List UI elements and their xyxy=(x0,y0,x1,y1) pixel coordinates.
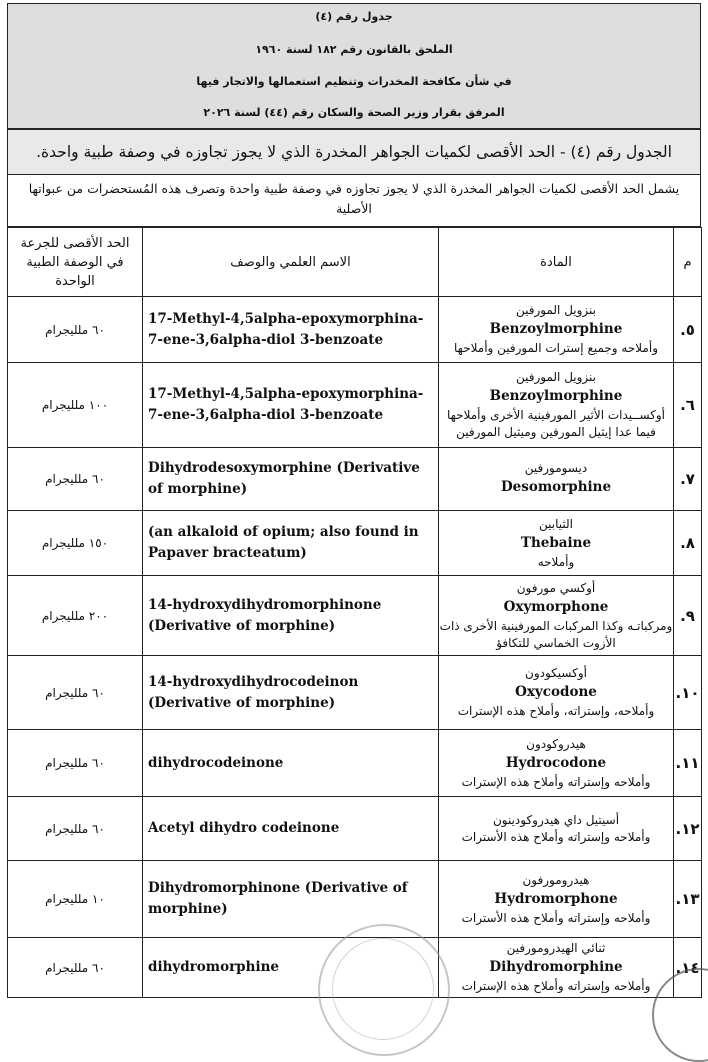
substance-arabic-name: هيدرومورفون xyxy=(522,872,590,887)
substance-arabic-name: ديسومورفين xyxy=(524,461,588,475)
substance-arabic-name: ثنائي الهيدرومورفين xyxy=(506,941,606,955)
table-body xyxy=(8,297,702,998)
max-dose-cell: ١٠ ملليجرام xyxy=(8,861,143,938)
header-line-3: في شأن مكافحة المخدرات وتنظيم استعمالها والاتجار فيها xyxy=(196,75,512,88)
substance-note: وأملاحه وجميع إسترات المورفين وأملاحها xyxy=(454,341,658,355)
column-header-max: الحد الأقصى للجرعة في الوصفة الطبية الواحدة xyxy=(8,228,143,297)
intro-text: يشمل الحد الأقصى لكميات الجواهر المخدرة الذي لا يجوز تجاوزه في وصفة طبية واحدة وتصرف هذه المُستحضرات من عبواتها الأصلية xyxy=(7,175,701,227)
substance-note: ومركباتـه وكذا المركبات المورفينية الأخرى ذات الأزوت الخماسي للتكافؤ xyxy=(439,618,673,650)
substance-cell xyxy=(439,938,674,998)
row-number: ٦. xyxy=(674,363,702,448)
max-dose-cell: ٦٠ ملليجرام xyxy=(8,448,143,511)
table-row xyxy=(8,511,702,576)
scientific-name-cell: Dihydrodesoxymorphine (Derivative of morphine) xyxy=(143,448,439,511)
substance-english-name: Oxymorphone xyxy=(503,598,609,615)
substance-english-name: Benzoylmorphine xyxy=(489,388,623,404)
scientific-name-cell: Dihydromorphinone (Derivative of morphine) xyxy=(143,861,439,938)
max-dose-cell: ٢٠٠ ملليجرام xyxy=(8,576,143,656)
substance-english-name: Hydromorphone xyxy=(494,890,618,907)
header-box xyxy=(7,3,701,129)
max-dose-cell: ٦٠ ملليجرام xyxy=(8,656,143,730)
max-dose-cell: ٦٠ ملليجرام xyxy=(8,797,143,861)
substance-english-name: Desomorphine xyxy=(500,479,612,495)
table-title: الجدول رقم (٤) - الحد الأقصى لكميات الجواهر المخدرة الذي لا يجوز تجاوزه في وصفة طبية واحدة. xyxy=(36,143,672,161)
substance-english-name: Oxycodone xyxy=(515,684,597,700)
scientific-name-cell: Acetyl dihydro codeinone xyxy=(143,797,439,861)
table-row xyxy=(8,861,702,938)
table-row xyxy=(8,297,702,363)
column-header-num: م xyxy=(674,228,702,297)
table-row xyxy=(8,448,702,511)
scientific-name-cell: 14-hydroxydihydromorphinone (Derivative of morphine) xyxy=(143,576,439,656)
table-row xyxy=(8,797,702,861)
substance-note: أوكســيدات الأثير المورفينية الأخرى وأملاحها فيما عدا إيثيل المورفين وميثيل المورفين xyxy=(446,408,666,439)
scientific-name-cell: dihydrocodeinone xyxy=(143,730,439,797)
substance-note: وأملاحه وإستراته وأملاح هذه الإسترات xyxy=(461,979,651,993)
column-header-scientific: الاسم العلمي والوصف xyxy=(143,228,439,297)
substance-arabic-name: بنزويل المورفين xyxy=(515,370,597,384)
header-line-2: الملحق بالقانون رقم ١٨٢ لسنة ١٩٦٠ xyxy=(255,43,453,56)
substance-arabic-name: أسيتيل داي هيدروكودينون xyxy=(492,812,620,827)
table-row xyxy=(8,576,702,656)
substance-cell xyxy=(439,448,674,511)
max-dose-cell: ٦٠ ملليجرام xyxy=(8,730,143,797)
substance-arabic-name: بنزويل المورفين xyxy=(515,303,597,317)
substance-note: وأملاحه وإستراته وأملاح هذه الأسترات xyxy=(461,910,651,925)
substance-note: وأملاحه xyxy=(537,554,575,569)
row-number: ٩. xyxy=(674,576,702,656)
dosage-table xyxy=(7,227,702,998)
substance-cell xyxy=(439,861,674,938)
max-dose-cell: ١٥٠ ملليجرام xyxy=(8,511,143,576)
row-number: ١٣. xyxy=(674,861,702,938)
substance-note: وأملاحه، وإستراته، وأملاح هذه الإسترات xyxy=(457,704,655,718)
row-number: ١٠. xyxy=(674,656,702,730)
table-title-box xyxy=(7,129,701,175)
row-number: ١١. xyxy=(674,730,702,797)
scientific-name-cell: (an alkaloid of opium; also found in Papaver bracteatum) xyxy=(143,511,439,576)
row-number: ١٤. xyxy=(674,938,702,998)
max-dose-cell: ١٠٠ ملليجرام xyxy=(8,363,143,448)
max-dose-cell: ٦٠ ملليجرام xyxy=(8,938,143,998)
substance-note: وأملاحه وإستراته وأملاح هذه الأسترات xyxy=(461,829,651,844)
substance-cell xyxy=(439,363,674,448)
scientific-name-cell: dihydromorphine xyxy=(143,938,439,998)
official-seal xyxy=(318,924,450,1056)
substance-arabic-name: هيدروكودون xyxy=(526,736,586,751)
scientific-name-cell: 14-hydroxydihydrocodeinon (Derivative of morphine) xyxy=(143,656,439,730)
header-line-1: جدول رقم (٤) xyxy=(315,10,393,23)
substance-arabic-name: الثيابين xyxy=(539,516,573,531)
row-number: ١٢. xyxy=(674,797,702,861)
table-row xyxy=(8,730,702,797)
substance-english-name: Dihydromorphine xyxy=(489,959,623,975)
row-number: ٥. xyxy=(674,297,702,363)
substance-english-name: Hydrocodone xyxy=(505,754,607,771)
table-row xyxy=(8,363,702,448)
substance-english-name: Thebaine xyxy=(520,534,592,551)
scientific-name-cell: 17-Methyl-4,5alpha-epoxymorphina-7-ene-3,6alpha-diol 3-benzoate xyxy=(143,297,439,363)
substance-cell xyxy=(439,797,674,861)
scientific-name-cell: 17-Methyl-4,5alpha-epoxymorphina-7-ene-3,6alpha-diol 3-benzoate xyxy=(143,363,439,448)
substance-english-name: Benzoylmorphine xyxy=(489,321,623,337)
column-header-substance: المادة xyxy=(439,228,674,297)
substance-cell xyxy=(439,297,674,363)
substance-note: وأملاحه وإستراته وأملاح هذه الإسترات xyxy=(461,774,651,789)
substance-cell xyxy=(439,511,674,576)
table-header-row xyxy=(8,228,702,297)
row-number: ٧. xyxy=(674,448,702,511)
substance-cell xyxy=(439,576,674,656)
table-row xyxy=(8,656,702,730)
substance-cell xyxy=(439,730,674,797)
max-dose-cell: ٦٠ ملليجرام xyxy=(8,297,143,363)
substance-arabic-name: أوكسيكودون xyxy=(525,666,587,680)
substance-arabic-name: أوكسي مورفون xyxy=(516,580,596,595)
header-line-4: المرفق بقرار وزير الصحة والسكان رقم (٤٤) لسنة ٢٠٢٦ xyxy=(203,106,505,119)
substance-cell xyxy=(439,656,674,730)
row-number: ٨. xyxy=(674,511,702,576)
